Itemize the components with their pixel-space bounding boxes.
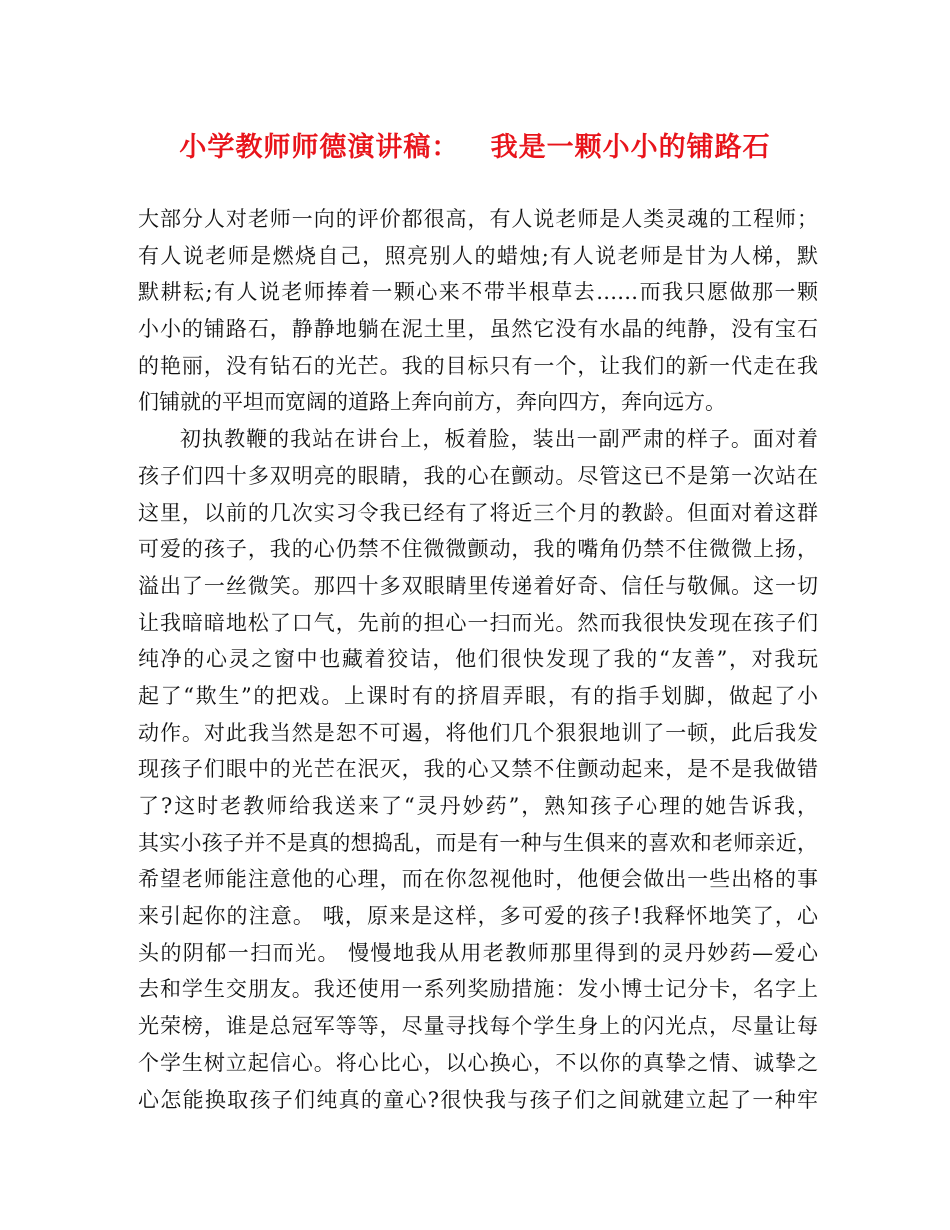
text-line: 了?这时老教师给我送来了“灵丹妙药”，熟知孩子心理的她告诉我， [138,794,818,818]
text-line: 溢出了一丝微笑。那四十多双眼睛里传递着好奇、信任与敬佩。这一切 [138,573,818,598]
text-line: 纯净的心灵之窗中也藏着狡诘，他们很快发现了我的“友善”，对我玩 [138,647,818,672]
document-title: 小学教师师德演讲稿： 我是一颗小小的铺路石 [179,132,771,163]
text-line: 让我暗暗地松了口气，先前的担心一扫而光。然而我很快发现在孩子们 [138,610,818,635]
text-line: 现孩子们眼中的光芒在泯灭，我的心又禁不住颤动起来，是不是我做错 [138,757,818,782]
text-line: 光荣榜，谁是总冠军等等，尽量寻找每个学生身上的闪光点，尽量让每 [138,1014,818,1039]
text-line: 去和学生交朋友。我还使用一系列奖励措施：发小博士记分卡，名字上 [138,977,818,1002]
text-line: 有人说老师是燃烧自己，照亮别人的蜡烛;有人说老师是甘为人梯，默 [138,243,818,268]
text-line: 来引起你的注意。 哦，原来是这样，多可爱的孩子!我释怀地笑了，心 [138,904,818,929]
text-line: 可爱的孩子，我的心仍禁不住微微颤动，我的嘴角仍禁不住微微上扬， [138,537,818,562]
text-line: 起了“欺生”的把戏。上课时有的挤眉弄眼，有的指手划脚，做起了小 [138,683,818,708]
text-line: 动作。对此我当然是恕不可遏，将他们几个狠狠地训了一顿，此后我发 [138,720,818,745]
text-line: 小小的铺路石，静静地躺在泥土里，虽然它没有水晶的纯静，没有宝石 [138,317,818,342]
text-line: 这里，以前的几次实习令我已经有了将近三个月的教龄。但面对着这群 [138,500,818,525]
text-line: 希望老师能注意他的心理，而在你忽视他时，他便会做出一些出格的事 [138,867,818,892]
text-line: 们铺就的平坦而宽阔的道路上奔向前方，奔向四方，奔向远方。 [138,390,726,415]
text-line: 孩子们四十多双明亮的眼睛，我的心在颤动。尽管这已不是第一次站在 [138,463,818,488]
text-line: 其实小孩子并不是真的想捣乱，而是有一种与生俱来的喜欢和老师亲近， [138,830,818,855]
text-line: 个学生树立起信心。将心比心，以心换心，不以你的真挚之情、诚挚之 [138,1050,818,1075]
text-line: 初执教鞭的我站在讲台上，板着脸，装出一副严肃的样子。面对着 [180,427,818,452]
text-line: 心怎能换取孩子们纯真的童心?很快我与孩子们之间就建立起了一种牢 [138,1087,818,1112]
text-line: 头的阴郁一扫而光。 慢慢地我从用老教师那里得到的灵丹妙药—爱心 [138,940,818,965]
text-line: 大部分人对老师一向的评价都很高，有人说老师是人类灵魂的工程师； [138,207,818,231]
document-body [138,201,818,1118]
text-line: 默耕耘;有人说老师捧着一颗心来不带半根草去……而我只愿做那一颗 [138,280,818,305]
text-line: 的艳丽，没有钻石的光芒。我的目标只有一个，让我们的新一代走在我 [138,353,818,378]
